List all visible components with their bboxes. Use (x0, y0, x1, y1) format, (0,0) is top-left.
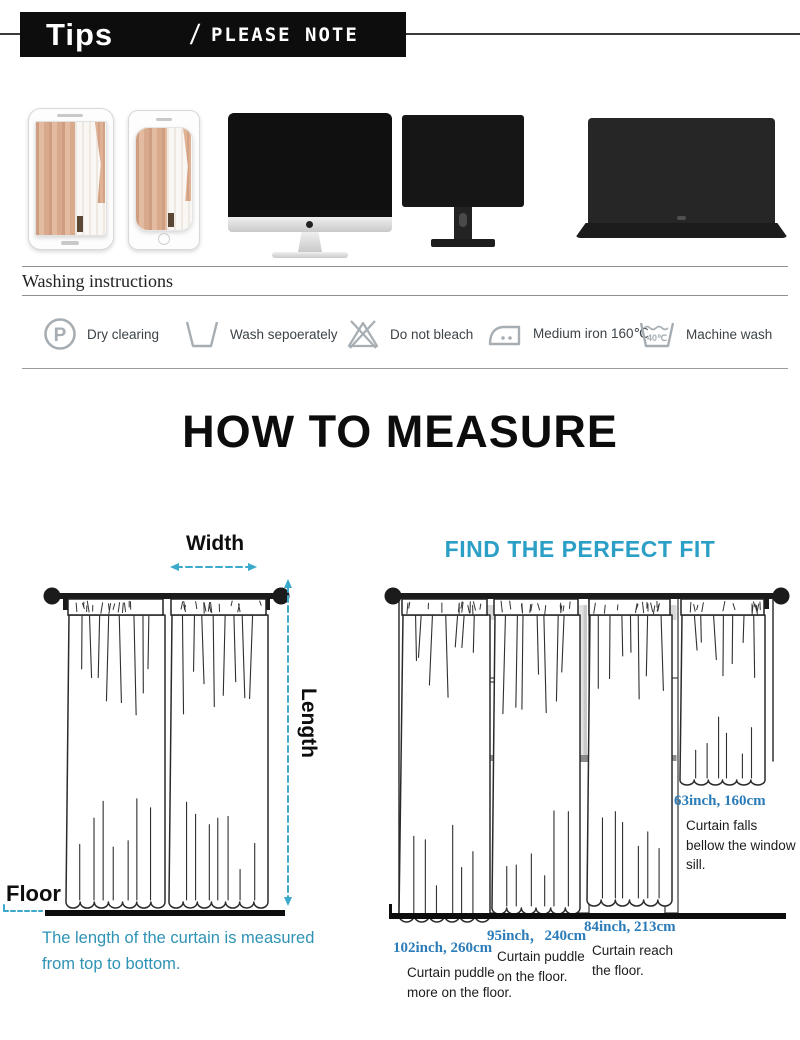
floor-line (45, 910, 285, 916)
laptop-base (575, 223, 788, 238)
phone-home-button (158, 233, 170, 245)
floor-line-end (389, 904, 392, 919)
apple-logo (306, 221, 313, 228)
imac-base (272, 252, 348, 258)
dell-logo (677, 216, 686, 220)
fit-desc-63: Curtain falls bellow the window sill. (686, 818, 796, 873)
fit-desc-102: Curtain puddle more on the floor. (407, 965, 513, 1000)
laptop-screen (588, 118, 775, 223)
rod-finial (385, 588, 402, 605)
rod-finial (273, 588, 290, 605)
dell-monitor-mockup (402, 115, 524, 247)
washing-icons-row (0, 302, 800, 366)
machine-wash-icon (637, 317, 677, 351)
fit-desc-84: Curtain reach the floor. (592, 943, 674, 978)
curtain-photo (135, 127, 193, 231)
fit-size-102: 102inch, 260cm (393, 940, 493, 956)
washing-item-medium-iron (486, 302, 649, 366)
hand-wash-basin-icon (183, 317, 221, 351)
curtain-panel-102inch (399, 599, 490, 922)
imac-mockup (228, 113, 392, 245)
device-preview-row (0, 95, 800, 267)
curtain-panel-63inch (680, 599, 765, 785)
washing-item-label: Medium iron 160℃ (533, 326, 649, 341)
section-rule (22, 368, 788, 369)
width-label: Width (185, 532, 245, 555)
cable-hole (459, 213, 467, 227)
rod-finial (44, 588, 61, 605)
length-caption: The length of the curtain is measured from top to bottom. (42, 929, 315, 973)
stool (168, 213, 173, 227)
fit-size-84: 84inch, 213cm (584, 919, 676, 935)
washing-title: Washing instructions (22, 271, 174, 291)
dell-laptop-mockup (588, 118, 775, 240)
banner-subtitle: PLEASE NOTE (210, 23, 359, 46)
phone-speaker-icon (57, 114, 83, 117)
how-to-measure-title: HOW TO MEASURE (182, 406, 618, 457)
curtain-panel (169, 599, 268, 908)
width-arrow (170, 563, 257, 571)
floor-label: Floor (6, 881, 61, 906)
banner-slash: / (189, 18, 202, 50)
washing-item-do-not-bleach (345, 302, 473, 366)
iron-icon (486, 318, 524, 350)
do-not-bleach-icon (345, 317, 381, 351)
curtain-rod (50, 593, 283, 599)
imac-screen (228, 113, 392, 217)
icon-temp: 40℃ (646, 333, 668, 343)
monitor-base (431, 239, 495, 247)
monitor-screen (402, 115, 524, 207)
curtain-photo (35, 121, 107, 236)
imac-chin (228, 217, 392, 232)
android-phone-mockup (28, 108, 114, 250)
banner-title: Tips (46, 16, 114, 52)
find-perfect-fit-title: FIND THE PERFECT FIT (444, 536, 716, 562)
curtain-stripes (36, 122, 75, 235)
washing-item-machine-wash (637, 302, 772, 366)
icon-letter: P (53, 325, 67, 346)
curtain-stripes (136, 128, 167, 230)
monitor-neck (454, 207, 472, 239)
washing-item-label: Wash sepoerately (230, 326, 338, 342)
iphone-mockup (128, 110, 200, 250)
left-diagram (4, 563, 292, 916)
rod-finial (773, 588, 790, 605)
fit-size-95: 95inch，240cm (487, 928, 587, 944)
washing-item-label: Do not bleach (390, 326, 474, 342)
washing-item-wash-separately (183, 302, 338, 366)
washing-item-label: Dry clearing (87, 326, 160, 342)
washing-item-dry-clean (42, 302, 159, 366)
phone-speaker-icon (156, 118, 172, 121)
curtain-panel-84inch (587, 599, 672, 906)
fit-size-63: 63inch, 160cm (674, 793, 766, 809)
washing-item-label: Machine wash (686, 326, 773, 342)
tips-banner (20, 12, 406, 57)
section-rule (22, 295, 788, 296)
curtain-panel-95inch (492, 599, 580, 914)
fit-desc-95: Curtain puddle on the floor. (497, 949, 585, 984)
curtain-panel (66, 599, 165, 908)
length-arrow (284, 579, 292, 906)
dry-clean-icon (42, 316, 78, 352)
section-rule (22, 266, 788, 267)
imac-stand (298, 232, 322, 252)
length-label: Length (297, 688, 320, 758)
phone-home-button (61, 241, 79, 245)
curtain-rod (398, 593, 776, 599)
stool (77, 216, 83, 232)
